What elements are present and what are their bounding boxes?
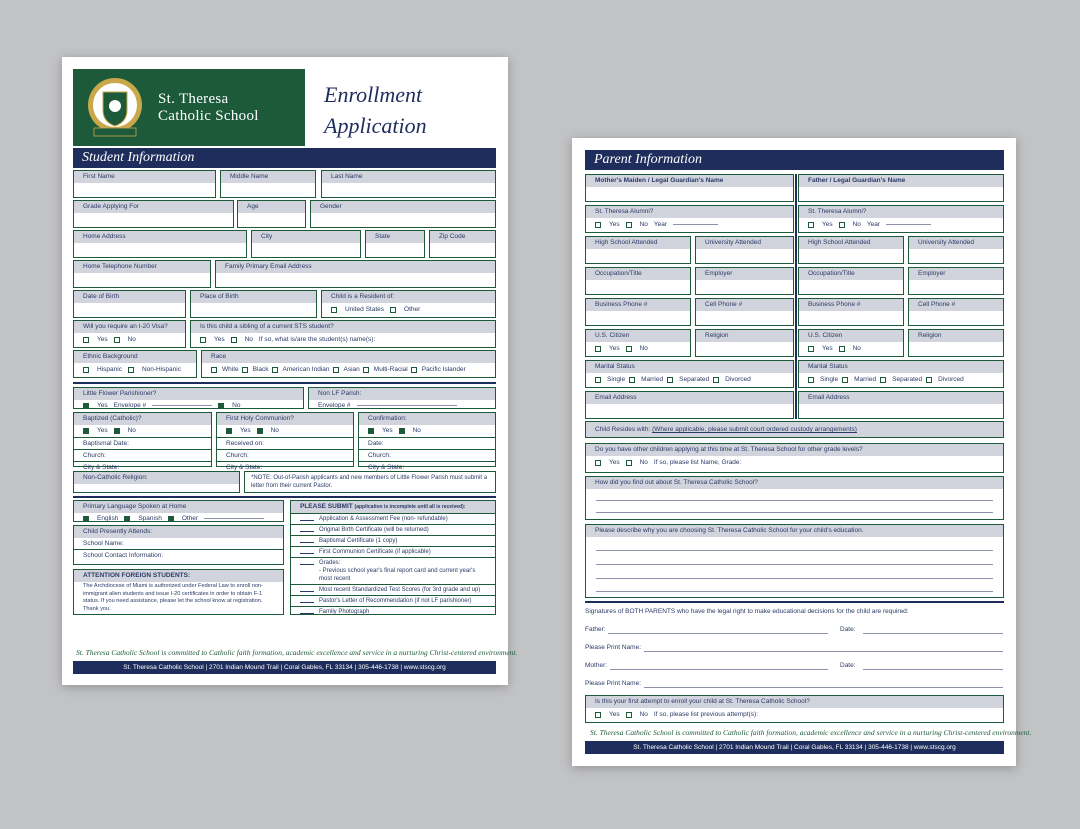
age-label: Age (238, 201, 305, 213)
mother-marital-options (586, 373, 793, 386)
first-attempt-yes-label: Yes (609, 711, 620, 718)
confirmation-options (359, 425, 495, 437)
please-submit-box (290, 500, 496, 615)
asian-label: Asian (343, 366, 360, 373)
mother-date-line[interactable] (863, 669, 1003, 670)
age-field[interactable] (237, 200, 306, 228)
mother-citizen-options (586, 342, 690, 355)
mother-signature-line[interactable] (610, 669, 828, 670)
i20-yes-checkbox[interactable] (83, 337, 89, 343)
lf-yes-label: Yes (97, 402, 108, 409)
ethnic-label: Ethnic Background (74, 351, 196, 363)
father-employer-label: Employer (909, 268, 1003, 280)
baptized-yes-checkbox[interactable] (83, 428, 89, 434)
answer-line (596, 578, 993, 579)
city-label: City (252, 231, 360, 243)
father-marital-options (799, 373, 1003, 386)
first-name-label: First Name (74, 171, 215, 183)
language-options (74, 513, 283, 525)
father-email-field[interactable] (798, 391, 1004, 419)
father-email-label: Email Address (799, 392, 1003, 404)
mother-citizen-yes-label: Yes (609, 345, 620, 352)
sibling-if-label: If so, what is/are the student(s) name(s): (258, 336, 376, 343)
father-single-checkbox[interactable] (808, 377, 814, 383)
parent-info-heading: Parent Information (585, 150, 1004, 170)
white-label: White (222, 366, 239, 373)
attends-label: Child Presently Attends: (74, 526, 283, 538)
answer-line (596, 591, 993, 592)
communion-field (216, 412, 354, 471)
zip-label: Zip Code (430, 231, 495, 243)
father-citizen-no-checkbox[interactable] (839, 346, 845, 352)
lf-yes-checkbox[interactable] (83, 403, 89, 409)
communion-received-label: Received on: (217, 437, 353, 449)
father-signature-label: Father: (585, 626, 606, 633)
mother-married-checkbox[interactable] (629, 377, 635, 383)
father-bphone-label: Business Phone # (799, 299, 903, 311)
first-attempt-yes-checkbox[interactable] (595, 712, 601, 718)
nonhispanic-checkbox[interactable] (128, 367, 134, 373)
presently-attends-field (73, 525, 284, 565)
i20-field (73, 320, 186, 348)
mother-occ-field[interactable] (585, 267, 691, 295)
father-date-label: Date: (840, 626, 856, 633)
first-attempt-label: Is this your first attempt to enroll your child at St. Theresa Catholic School? (586, 696, 1003, 708)
father-year-label: Year (866, 221, 881, 228)
mother-single-label: Single (607, 376, 626, 383)
father-married-checkbox[interactable] (842, 377, 848, 383)
communion-no-label: No (270, 427, 279, 434)
why-choose-field[interactable] (585, 524, 1004, 598)
mother-cphone-label: Cell Phone # (696, 299, 793, 311)
mother-separated-label: Separated (679, 376, 710, 383)
lang-other-label: Other (181, 515, 199, 522)
submit-item: Original Birth Certificate (will be returned) (291, 524, 495, 535)
i20-no-checkbox[interactable] (114, 337, 120, 343)
communion-label: First Holy Communion? (217, 413, 353, 425)
last-name-field[interactable] (321, 170, 496, 198)
father-alumni-yes-label: Yes (822, 221, 833, 228)
gender-label: Gender (311, 201, 495, 213)
father-name-label: Father / Legal Guardian's Name (799, 175, 1003, 187)
i20-label: Will you require an I-20 Visa? (74, 321, 185, 333)
mother-name-field[interactable] (585, 174, 794, 202)
mother-signature-label: Mother: (585, 662, 608, 669)
father-print-line[interactable] (644, 651, 1003, 652)
communion-yes-checkbox[interactable] (226, 428, 232, 434)
father-hs-field[interactable] (798, 236, 904, 264)
baptized-yes-label: Yes (97, 427, 108, 434)
first-name-field[interactable] (73, 170, 216, 198)
first-attempt-field (585, 695, 1004, 723)
noncath-label: Non-Catholic Religion: (74, 472, 239, 484)
school-name-line1: St. Theresa (158, 90, 229, 107)
other-label: Other (404, 306, 421, 313)
mother-citizen-no-checkbox[interactable] (626, 346, 632, 352)
non-lf-parish-field (308, 387, 496, 409)
father-separated-label: Separated (892, 376, 923, 383)
sibling-yes-label: Yes (214, 336, 225, 343)
mother-year-label: Year (653, 221, 668, 228)
mother-citizen-label: U.S. Citizen (586, 330, 690, 342)
child-resides-field[interactable] (585, 421, 1004, 438)
father-separated-checkbox[interactable] (880, 377, 886, 383)
grades-label: Grades: (319, 560, 341, 566)
father-citizen-field (798, 329, 904, 357)
baptismal-date-label: Baptismal Date: (74, 437, 211, 449)
submit-header (291, 501, 495, 513)
sibling-no-checkbox[interactable] (231, 337, 237, 343)
communion-church-label: Church: (217, 449, 353, 461)
mother-alumni-field (585, 205, 794, 233)
sibling-yes-checkbox[interactable] (200, 337, 206, 343)
gender-field[interactable] (310, 200, 496, 228)
submit-item: First Communion Certificate (if applicable) (291, 546, 495, 557)
father-alumni-no-checkbox[interactable] (839, 222, 845, 228)
submit-note: (application is incomplete until all is received): (354, 504, 466, 510)
first-attempt-no-checkbox[interactable] (626, 712, 632, 718)
sibling-no-label: No (244, 336, 253, 343)
asian-checkbox[interactable] (333, 367, 339, 373)
enrollment-page-1 (62, 57, 518, 685)
home-address-field[interactable] (73, 230, 247, 258)
father-marital-label: Marital Status (799, 361, 1003, 373)
lf-no-label: No (232, 402, 241, 409)
other-children-no-checkbox[interactable] (626, 460, 632, 466)
father-name-field[interactable] (798, 174, 1004, 202)
ethnic-options (74, 363, 196, 376)
pob-label: Place of Birth (191, 291, 316, 303)
pob-field[interactable] (190, 290, 317, 318)
grade-label: Grade Applying For (74, 201, 233, 213)
resident-options (322, 303, 495, 316)
confirmation-citystate-label: City & State: (359, 461, 495, 473)
father-date-line[interactable] (863, 633, 1003, 634)
state-field[interactable] (365, 230, 425, 258)
mother-alumni-options (586, 218, 793, 231)
father-alumni-label: St. Theresa Alumni? (799, 206, 1003, 218)
other-checkbox[interactable] (390, 307, 396, 313)
mother-citizen-yes-checkbox[interactable] (595, 346, 601, 352)
mother-religion-field[interactable] (695, 329, 794, 357)
father-married-label: Married (854, 376, 877, 383)
resides-label-row (586, 422, 1003, 437)
baptism-citystate-label: City & State: (74, 461, 211, 473)
family-email-label: Family Primary Email Address (216, 261, 495, 273)
language-field (73, 500, 284, 522)
school-name (158, 91, 259, 125)
father-citizen-options (799, 342, 903, 355)
other-children-yes-checkbox[interactable] (595, 460, 601, 466)
communion-no-checkbox[interactable] (257, 428, 263, 434)
resides-note: (Where applicable, please submit court ordered custody arrangements) (652, 426, 857, 433)
father-religion-field[interactable] (908, 329, 1004, 357)
mother-divorced-label: Divorced (725, 376, 751, 383)
mother-hs-field[interactable] (585, 236, 691, 264)
confirmation-label: Confirmation: (359, 413, 495, 425)
mother-hs-label: High School Attended (586, 237, 690, 249)
mother-citizen-no-label: No (639, 345, 648, 352)
baptized-options (74, 425, 211, 437)
multi-checkbox[interactable] (363, 367, 369, 373)
mother-marital-field (585, 360, 794, 388)
mother-married-label: Married (641, 376, 664, 383)
section-rule (73, 382, 496, 384)
english-label: English (97, 515, 119, 522)
other-children-label: Do you have other children applying at this time at St. Theresa School for other grade levels? (586, 444, 1003, 456)
mother-uni-field[interactable] (695, 236, 794, 264)
home-phone-field[interactable] (73, 260, 211, 288)
non-catholic-field[interactable] (73, 471, 240, 493)
father-print-label: Please Print Name: (585, 644, 641, 651)
baptized-label: Baptized (Catholic)? (74, 413, 211, 425)
mother-alumni-no-checkbox[interactable] (626, 222, 632, 228)
confirmation-no-checkbox[interactable] (399, 428, 405, 434)
father-citizen-label: U.S. Citizen (799, 330, 903, 342)
race-options (202, 363, 495, 376)
mother-citizen-field (585, 329, 691, 357)
father-citizen-yes-checkbox[interactable] (808, 346, 814, 352)
father-divorced-label: Divorced (938, 376, 964, 383)
mother-alumni-yes-checkbox[interactable] (595, 222, 601, 228)
first-attempt-options (586, 708, 1003, 721)
lf-parishioner-field (73, 387, 304, 409)
zip-field[interactable] (429, 230, 496, 258)
father-uni-field[interactable] (908, 236, 1004, 264)
resident-label: Child is a Resident of: (322, 291, 495, 303)
lang-other-checkbox[interactable] (168, 516, 174, 522)
father-cphone-field[interactable] (908, 298, 1004, 326)
mother-occ-label: Occupation/Title (586, 268, 690, 280)
confirmation-no-label: No (412, 427, 421, 434)
mother-bphone-field[interactable] (585, 298, 691, 326)
hispanic-label: Hispanic (97, 366, 122, 373)
father-bphone-field[interactable] (798, 298, 904, 326)
father-single-label: Single (820, 376, 839, 383)
form-title-line2: Application (324, 113, 427, 138)
mother-print-line[interactable] (644, 687, 1003, 688)
black-checkbox[interactable] (242, 367, 248, 373)
state-label: State (366, 231, 424, 243)
answer-line (596, 564, 993, 565)
i20-yes-label: Yes (97, 336, 108, 343)
father-employer-field[interactable] (908, 267, 1004, 295)
mother-alumni-no-label: No (639, 221, 648, 228)
mother-separated-checkbox[interactable] (667, 377, 673, 383)
father-marital-field (798, 360, 1004, 388)
enrollment-page-2 (572, 138, 1032, 766)
grades-sub: - Previous school year's final report card and current year's most recent (319, 568, 476, 582)
submit-item: Most recent Standardized Test Scores (for 3rd grade and up) (291, 584, 495, 595)
foreign-students-box (73, 569, 284, 615)
school-name-line2: Catholic School (158, 107, 259, 124)
communion-options (217, 425, 353, 437)
mother-email-label: Email Address (586, 392, 793, 404)
school-crest-icon (86, 76, 144, 140)
sibling-label: Is this child a sibling of a current STS student? (191, 321, 495, 333)
dob-label: Date of Birth (74, 291, 185, 303)
submit-item: Application & Assessment Fee (non- refundable) (291, 513, 495, 524)
mother-marital-label: Marital Status (586, 361, 793, 373)
section-rule-3 (585, 601, 1004, 603)
white-checkbox[interactable] (211, 367, 217, 373)
parish-note: *NOTE: Out-of-Parish applicants and new members of Little Flower Parish must submit a letter from their current Pastor. (244, 471, 496, 493)
contact-footer: St. Theresa Catholic School | 2701 Indian Mound Trail | Coral Gables, FL 33134 | 305-446-1738 | www.stscg.org (73, 661, 496, 674)
mother-employer-label: Employer (696, 268, 793, 280)
how-found-label: How did you find out about St. Theresa Catholic School? (586, 477, 1003, 489)
home-address-label: Home Address (74, 231, 246, 243)
first-attempt-no-label: No (639, 711, 648, 718)
home-phone-label: Home Telephone Number (74, 261, 210, 273)
school-contact-label: School Contact Information: (74, 549, 283, 561)
contact-footer-2: St. Theresa Catholic School | 2701 Indian Mound Trail | Coral Gables, FL 33134 | 305-446-1738 | www.stscg.org (585, 741, 1004, 754)
mother-bphone-label: Business Phone # (586, 299, 690, 311)
mother-employer-field[interactable] (695, 267, 794, 295)
other-children-options (586, 456, 1003, 469)
black-label: Black (252, 366, 269, 373)
sibling-options (191, 333, 495, 346)
resident-field (321, 290, 496, 318)
answer-line (596, 550, 993, 551)
submit-title: PLEASE SUBMIT (300, 503, 353, 510)
us-checkbox[interactable] (331, 307, 337, 313)
nonlf-envelope-row (309, 400, 495, 412)
baptized-field (73, 412, 212, 471)
foreign-title: ATTENTION FOREIGN STUDENTS: (74, 570, 283, 582)
submit-item: Baptismal Certificate (1 copy) (291, 535, 495, 546)
submit-item-grades (291, 557, 495, 584)
race-field (201, 350, 496, 378)
middle-name-label: Middle Name (221, 171, 315, 183)
why-choose-label: Please describe why you are choosing St. Theresa Catholic School for your child's education. (586, 525, 1003, 537)
sibling-field (190, 320, 496, 348)
father-divorced-checkbox[interactable] (926, 377, 932, 383)
confirmation-yes-checkbox[interactable] (368, 428, 374, 434)
grade-field[interactable] (73, 200, 234, 228)
language-label: Primary Language Spoken at Home (74, 501, 283, 513)
confirmation-church-label: Church: (359, 449, 495, 461)
father-signature-line[interactable] (608, 633, 828, 634)
father-alumni-yes-checkbox[interactable] (808, 222, 814, 228)
form-title-line1: Enrollment (324, 82, 423, 107)
mother-religion-label: Religion (696, 330, 793, 342)
mission-statement-2: St. Theresa Catholic School is committed to Catholic faith formation, academic excellence and service in a nurturing Christ-centered environment. (590, 728, 1032, 737)
english-checkbox[interactable] (83, 516, 89, 522)
form-title (324, 79, 427, 141)
mother-divorced-checkbox[interactable] (713, 377, 719, 383)
attempt-if-label: If so, please list previous attempt(s): (653, 711, 758, 718)
pacific-label: Pacific Islander (421, 366, 466, 373)
mother-single-checkbox[interactable] (595, 377, 601, 383)
answer-line (596, 500, 993, 501)
school-name-label: School Name: (83, 540, 124, 547)
other-children-yes-label: Yes (609, 459, 620, 466)
father-occ-label: Occupation/Title (799, 268, 903, 280)
race-label: Race (202, 351, 495, 363)
city-field[interactable] (251, 230, 361, 258)
spanish-label: Spanish (138, 515, 162, 522)
mother-date-label: Date: (840, 662, 856, 669)
section-rule-2 (73, 496, 496, 498)
father-citizen-yes-label: Yes (822, 345, 833, 352)
communion-yes-label: Yes (240, 427, 251, 434)
father-hs-label: High School Attended (799, 237, 903, 249)
i20-options (74, 333, 185, 346)
amerind-checkbox[interactable] (272, 367, 278, 373)
mother-alumni-yes-label: Yes (609, 221, 620, 228)
mother-alumni-label: St. Theresa Alumni? (586, 206, 793, 218)
student-info-heading: Student Information (73, 148, 496, 168)
mission-statement: St. Theresa Catholic School is committed to Catholic faith formation, academic excellence and service in a nurturing Christ-centered environment. (76, 648, 518, 657)
submit-item: Pastor's Letter of Recommendation (if not LF parishioner) (291, 595, 495, 606)
father-alumni-field (798, 205, 1004, 233)
father-citizen-no-label: No (852, 345, 861, 352)
father-religion-label: Religion (909, 330, 1003, 342)
pacific-checkbox[interactable] (411, 367, 417, 373)
hispanic-checkbox[interactable] (83, 367, 89, 373)
ethnic-field (73, 350, 197, 378)
nonhispanic-label: Non-Hispanic (141, 366, 181, 373)
family-email-field[interactable] (215, 260, 496, 288)
spanish-checkbox[interactable] (124, 516, 130, 522)
mother-email-field[interactable] (585, 391, 794, 419)
amerind-label: American Indian (282, 366, 330, 373)
foreign-text: The Archdiocese of Miami is authorized under Federal Law to enroll non-immigrant alien students and issue I-20 certificates in order to obtain F-1 status. If you need assistance, please let the school know at registration. Thank you. (83, 583, 264, 612)
communion-citystate-label: City & State: (217, 461, 353, 473)
signatures-intro: Signatures of BOTH PARENTS who have the legal right to make educational decisions for the child are required: (585, 608, 909, 615)
mother-cphone-field[interactable] (695, 298, 794, 326)
multi-label: Multi-Racial (373, 366, 408, 373)
confirmation-yes-label: Yes (382, 427, 393, 434)
baptized-no-label: No (127, 427, 136, 434)
i20-no-label: No (127, 336, 136, 343)
nonlf-label: Non LF Parish: (309, 388, 495, 400)
other-children-no-label: No (639, 459, 648, 466)
baptism-church-label: Church: (74, 449, 211, 461)
mother-print-label: Please Print Name: (585, 680, 641, 687)
last-name-label: Last Name (322, 171, 495, 183)
dob-field[interactable] (73, 290, 186, 318)
mother-name-label: Mother's Maiden / Legal Guardian's Name (586, 175, 793, 187)
resides-label: Child Resides with: (595, 426, 651, 433)
school-logo-block (73, 69, 305, 146)
father-occ-field[interactable] (798, 267, 904, 295)
us-label: United States (345, 306, 385, 313)
how-found-field[interactable] (585, 476, 1004, 520)
father-cphone-label: Cell Phone # (909, 299, 1003, 311)
middle-name-field[interactable] (220, 170, 316, 198)
father-alumni-no-label: No (852, 221, 861, 228)
father-uni-label: University Attended (909, 237, 1003, 249)
nonlf-envelope-label: Envelope # (318, 402, 351, 409)
lf-no-checkbox[interactable] (218, 403, 224, 409)
other-children-if-label: If so, please list Name, Grade: (653, 459, 742, 466)
column-divider (795, 174, 797, 419)
envelope-label: Envelope # (113, 402, 147, 409)
lf-options (74, 400, 303, 412)
submit-item: Family Photograph (291, 606, 495, 617)
mother-uni-label: University Attended (696, 237, 793, 249)
answer-line (596, 512, 993, 513)
father-alumni-options (799, 218, 1003, 231)
confirmation-field (358, 412, 496, 471)
confirmation-date-label: Date: (359, 437, 495, 449)
other-children-field (585, 443, 1004, 473)
baptized-no-checkbox[interactable] (114, 428, 120, 434)
lf-label: Little Flower Parishioner? (74, 388, 303, 400)
